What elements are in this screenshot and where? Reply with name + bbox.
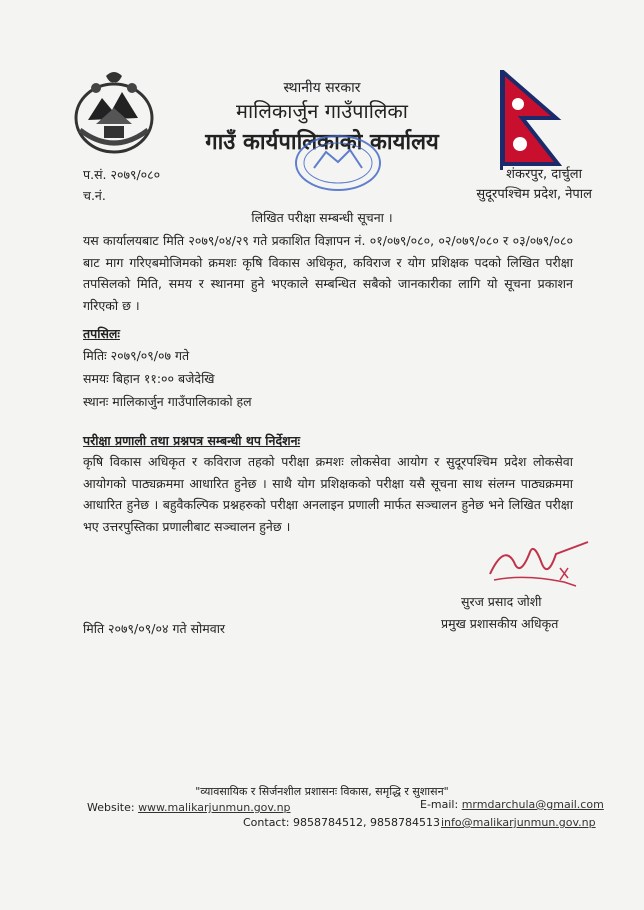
- exam-date: मितिः २०७९/०९/०७ गते: [83, 348, 190, 363]
- header-municipality-name: मालिकार्जुन गाउँपालिका: [236, 99, 408, 123]
- reference-number: प.सं. २०७९/०८०: [83, 167, 161, 182]
- details-heading: तपसिलः: [83, 326, 120, 341]
- office-location: शंकरपुर, दार्चुला: [506, 167, 582, 182]
- signatory-designation: प्रमुख प्रशासकीय अधिकृत: [441, 616, 559, 631]
- office-province: सुदूरपश्चिम प्रदेश, नेपाल: [476, 187, 592, 202]
- exam-venue: स्थानः मालिकार्जुन गाउँपालिकाको हल: [83, 394, 252, 409]
- footer-email: [420, 798, 604, 811]
- footer-contact: Contact: 9858784512, 9858784513: [243, 816, 440, 829]
- footer-slogan: "व्यावसायिक र सिर्जनशील प्रशासनः विकास, समृद्धि र सुशासन": [195, 785, 449, 798]
- email-label: E-mail:: [420, 798, 459, 811]
- signature: [484, 534, 594, 590]
- footer-website: [87, 801, 291, 814]
- notice-paragraph-1: यस कार्यालयबाट मिति २०७९/०४/२९ गते प्रकाशित विज्ञापन नं. ०१/०७९/०८०, ०२/०७९/०८० र ०३/०७९/०८० बाट माग गरिएबमोजिमको क्रमशः कृषि विकास अधिकृत, कविराज र योग प्रशिक्षक पदको लिखित परीक्षा तपसिलको मिति, समय र स्थानमा हुने भएकाले सम्बन्धित सबैको जानकारीका लागि यो सूचना प्रकाशन गरिएको छ ।: [83, 233, 573, 313]
- header-local-government: स्थानीय सरकार: [283, 80, 361, 96]
- office-stamp: [292, 132, 384, 194]
- signatory-name: सुरज प्रसाद जोशी: [461, 594, 542, 609]
- dispatch-number: च.नं.: [83, 188, 106, 203]
- email-link[interactable]: mrmdarchula@gmail.com: [461, 798, 604, 811]
- exam-time: समयः बिहान ११:०० बजेदेखि: [83, 371, 215, 386]
- notice-title: लिखित परीक्षा सम्बन्धी सूचना ।: [251, 210, 393, 225]
- email-link-2[interactable]: info@malikarjunmun.gov.np: [441, 816, 596, 829]
- notice-paragraph-2: कृषि विकास अधिकृत र कविराज तहको परीक्षा क्रमशः लोकसेवा आयोग र सुदूरपश्चिम प्रदेश लोकसेवा आयोगको पाठ्यक्रममा आधारित हुनेछ । साथै योग प्रशिक्षकको परीक्षा यसै सूचना साथ संलग्न पाठ्यक्रममा आधारित हुनेछ । बहुवैकल्पिक प्रश्नहरुको परीक्षा अनलाइन प्रणाली मार्फत सञ्चालन हुनेछ भने लिखित परीक्षा भए उत्तरपुस्तिका प्रणालीबाट सञ्चालन हुनेछ ।: [83, 454, 573, 534]
- issue-date: मिति २०७९/०९/०४ गते सोमवार: [83, 621, 226, 636]
- header-office-name: गाउँ कार्यपालिकाको कार्यालय: [205, 130, 439, 155]
- instructions-heading: परीक्षा प्रणाली तथा प्रश्नपत्र सम्बन्धी थप निर्देशनः: [83, 433, 301, 448]
- website-link[interactable]: www.malikarjunmun.gov.np: [138, 801, 291, 814]
- website-label: Website:: [87, 801, 135, 814]
